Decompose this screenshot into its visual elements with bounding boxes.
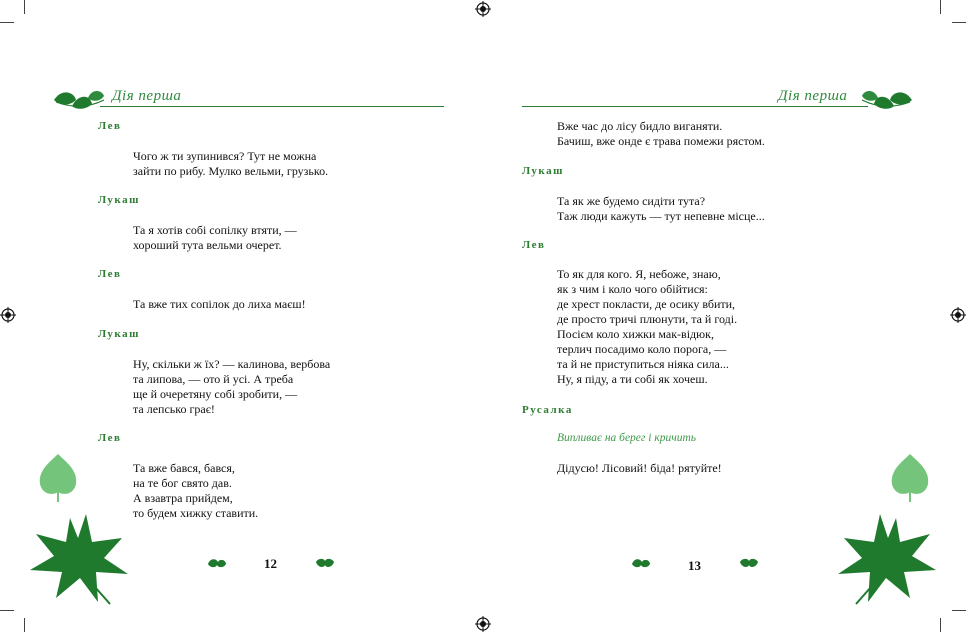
- header-rule: [522, 106, 868, 107]
- verse-line: та й не приступиться ніяка сила...: [557, 357, 729, 371]
- stage-direction: Випливає на берег і кричить: [557, 432, 696, 444]
- speaker-name: Лукаш: [98, 194, 140, 206]
- header-title: Дія перша: [112, 88, 182, 104]
- verse-line: та липова, — ото й усі. А треба: [133, 372, 294, 386]
- page-number: 12: [264, 556, 277, 571]
- verse-line: Ну, скільки ж їх? — калинова, вербова: [133, 357, 331, 371]
- verse-line: зайти по рибу. Мулко вельми, грузько.: [133, 164, 329, 178]
- verse-line: Вже час до лісу бидло виганяти.: [557, 119, 723, 133]
- verse-line: Дідусю! Лісовий! біда! рятуйте!: [557, 461, 722, 475]
- verse-line: як з чим і коло чого обійтися:: [557, 282, 708, 296]
- ivy-leaf-icon: [888, 452, 932, 502]
- header-rule: [100, 106, 444, 107]
- verse-line: Посієм коло хижки мак-відюк,: [557, 327, 714, 341]
- page-number: 13: [688, 558, 701, 573]
- crop-mark: [0, 610, 14, 611]
- crop-mark: [940, 618, 941, 632]
- verse-line: А взавтра прийдем,: [133, 491, 233, 505]
- ornament-icon: [314, 556, 336, 570]
- maple-leaf-icon: [26, 508, 130, 608]
- header-title: Дія перша: [778, 88, 848, 104]
- crop-mark: [24, 0, 25, 14]
- verse-line: та лепсько грає!: [133, 402, 215, 416]
- verse-line: де просто тричі плюнути, та й годі.: [557, 312, 738, 326]
- verse: [557, 461, 722, 476]
- speaker-name: Русалка: [522, 404, 573, 416]
- registration-mark-icon: [475, 1, 491, 17]
- verse-line: на те бог свято дав.: [133, 476, 232, 490]
- verse: [557, 267, 737, 387]
- verse: [133, 297, 306, 312]
- maple-leaf-icon: [836, 508, 940, 608]
- registration-mark-icon: [475, 616, 491, 632]
- verse: [557, 194, 765, 224]
- speaker-name: Лев: [98, 120, 122, 132]
- verse-line: Ну, я піду, а ти собі як хочеш.: [557, 372, 708, 386]
- crop-mark: [952, 22, 966, 23]
- registration-mark-icon: [950, 307, 966, 323]
- registration-mark-icon: [0, 307, 16, 323]
- ivy-leaf-icon: [52, 86, 106, 112]
- verse-line: Таж люди кажуть — тут непевне місце...: [557, 209, 765, 223]
- speaker-name: Лукаш: [98, 328, 140, 340]
- crop-mark: [24, 618, 25, 632]
- crop-mark: [940, 0, 941, 14]
- speaker-name: Лев: [98, 432, 122, 444]
- verse: [133, 461, 258, 521]
- crop-mark: [952, 610, 966, 611]
- verse-line: терлич посадимо коло порога, —: [557, 342, 727, 356]
- verse-line: Бачиш, вже онде є трава помежи рястом.: [557, 134, 765, 148]
- verse-line: Та вже бався, бався,: [133, 461, 235, 475]
- verse: [133, 223, 297, 253]
- ornament-icon: [738, 556, 760, 570]
- verse: [557, 119, 765, 149]
- crop-mark: [0, 22, 14, 23]
- verse-line: То як для кого. Я, небоже, знаю,: [557, 267, 721, 281]
- verse-line: де хрест покласти, де осику вбити,: [557, 297, 736, 311]
- verse-line: Та вже тих сопілок до лиха маєш!: [133, 297, 306, 311]
- verse-line: Чого ж ти зупинився? Тут не можна: [133, 149, 317, 163]
- ornament-icon: [630, 556, 652, 570]
- verse-line: Та я хотів собі сопілку втяти, —: [133, 223, 297, 237]
- ivy-leaf-icon: [860, 86, 914, 112]
- speaker-name: Лев: [98, 268, 122, 280]
- verse-line: Та як же будемо сидіти тута?: [557, 194, 706, 208]
- speaker-name: Лев: [522, 239, 546, 251]
- verse: [133, 357, 330, 417]
- verse-line: ще й очеретяну собі зробити, —: [133, 387, 298, 401]
- verse: [133, 149, 328, 179]
- speaker-name: Лукаш: [522, 165, 564, 177]
- ivy-leaf-icon: [36, 452, 80, 502]
- verse-line: то будем хижку ставити.: [133, 506, 259, 520]
- verse-line: хороший тута вельми очерет.: [133, 238, 282, 252]
- ornament-icon: [206, 556, 228, 570]
